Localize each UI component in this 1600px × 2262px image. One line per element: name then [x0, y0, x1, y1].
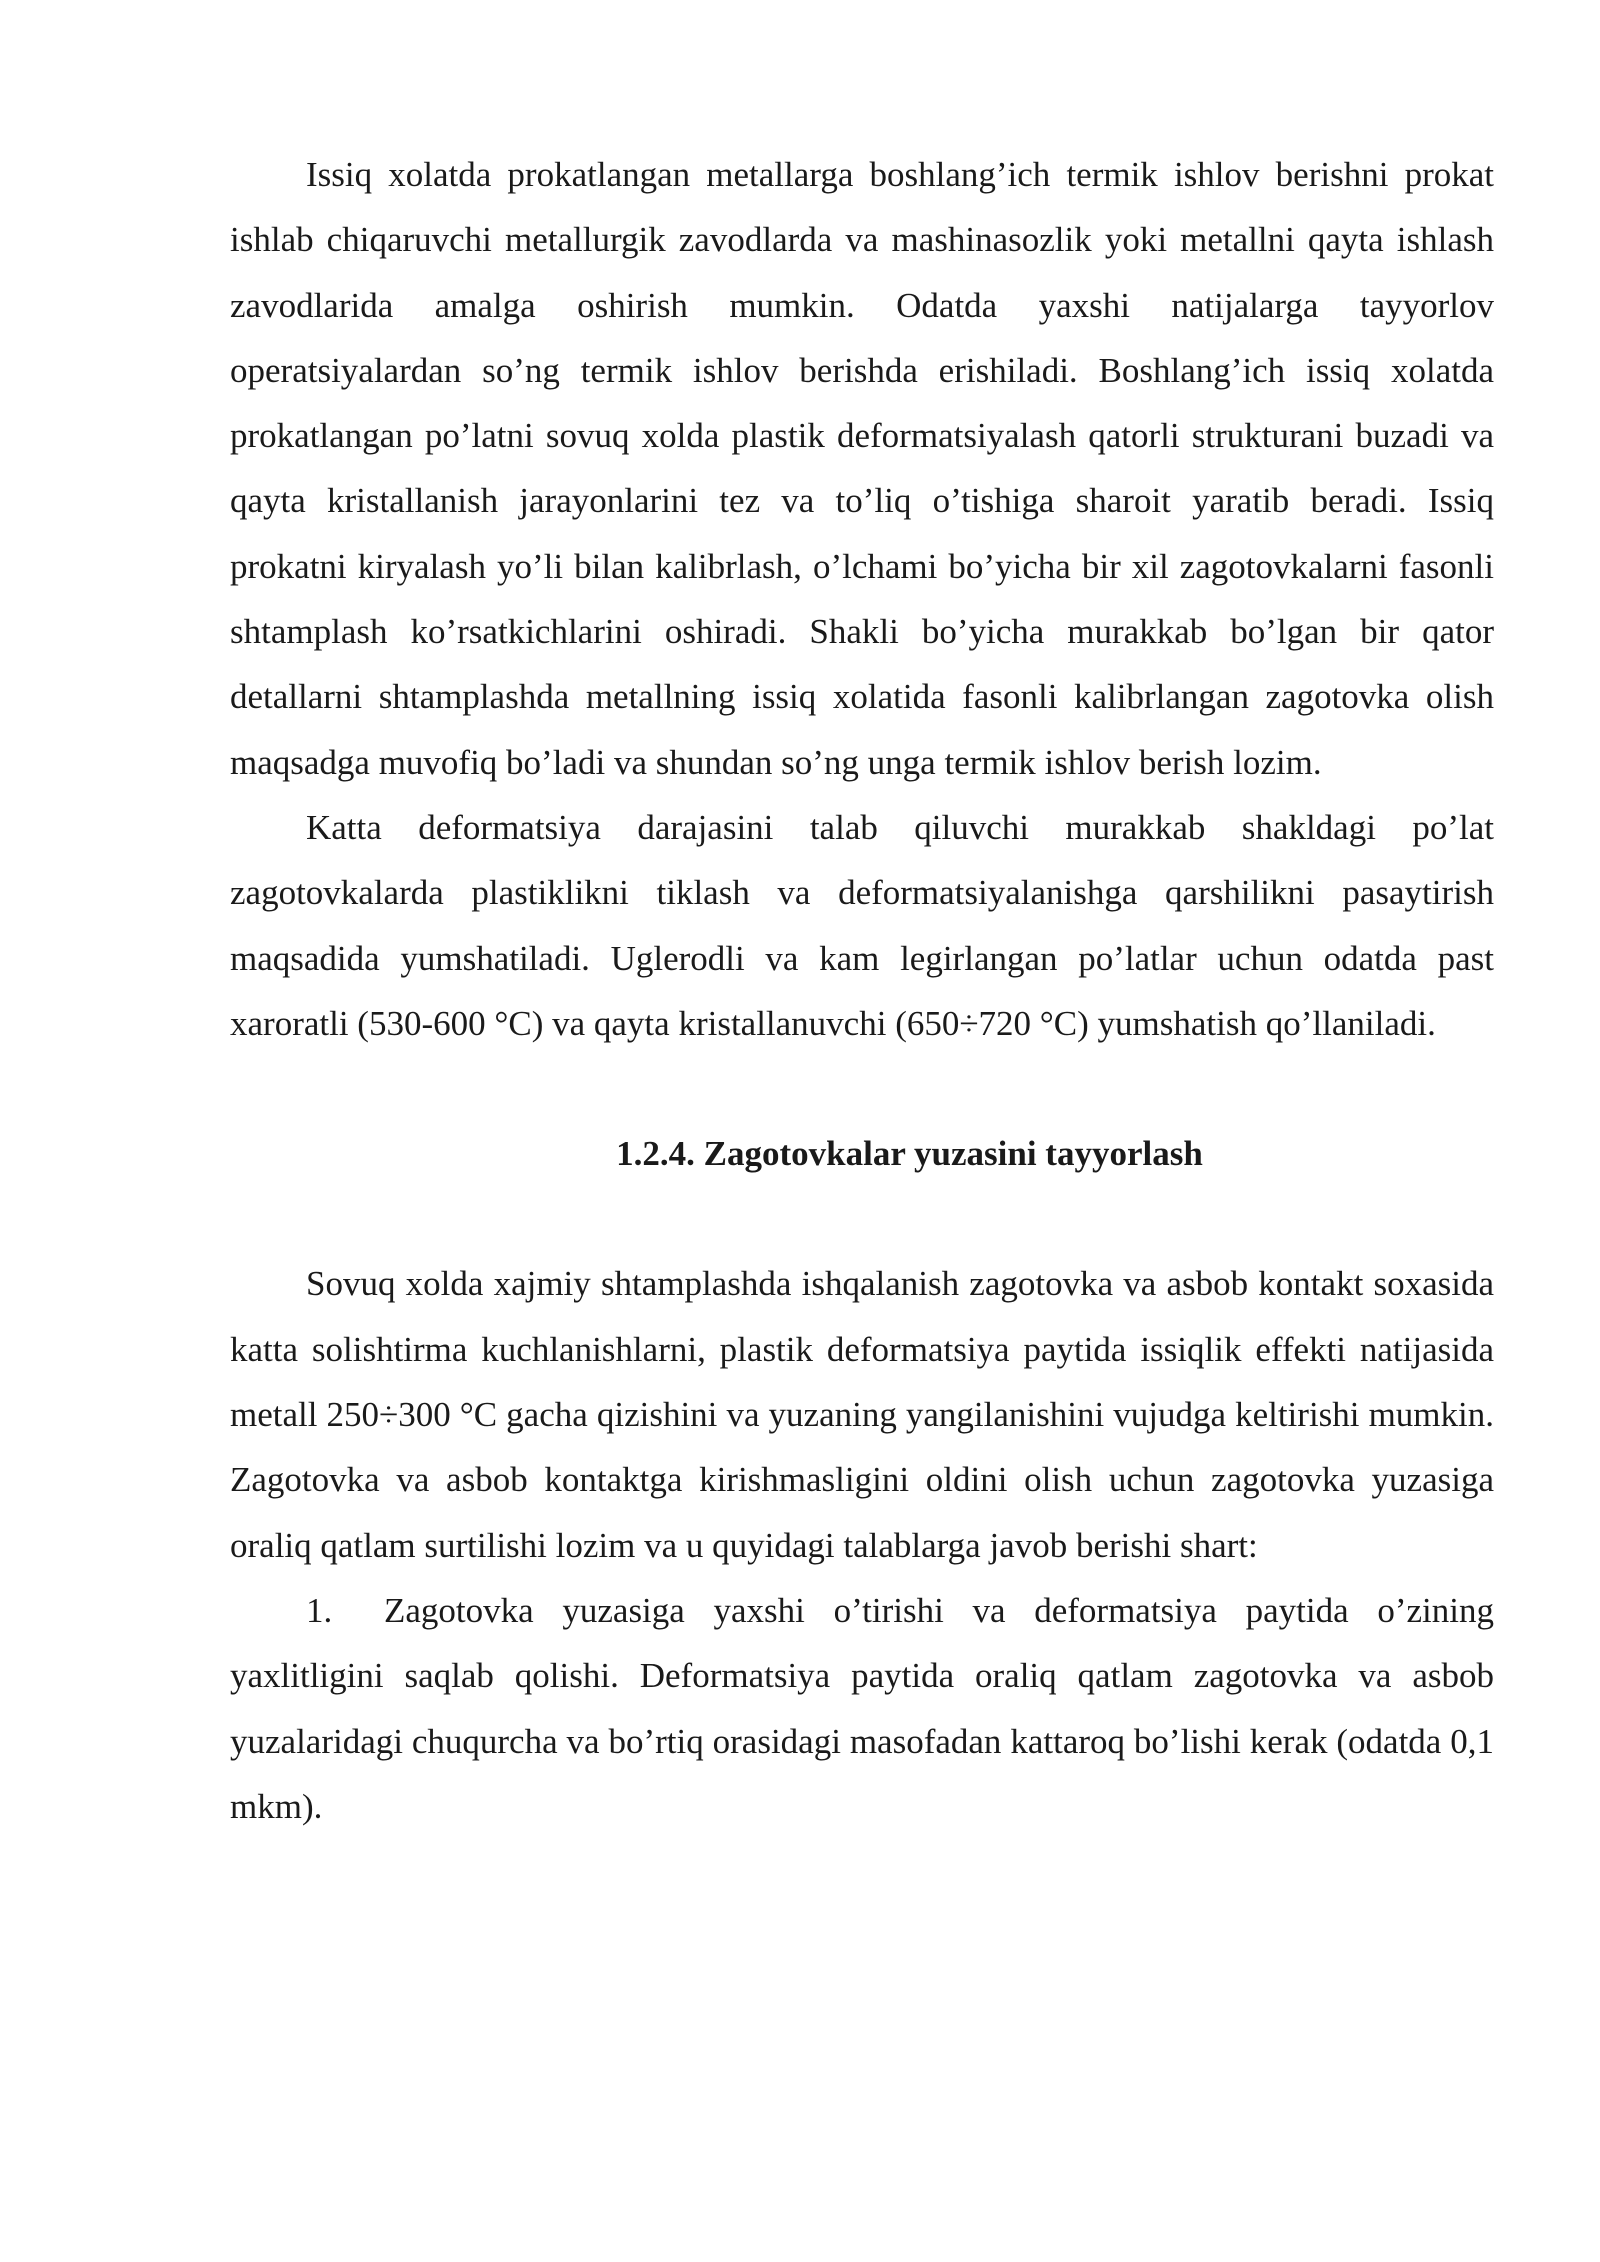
section-heading: 1.2.4. Zagotovkalar yuzasini tayyorlash	[616, 1134, 1203, 1174]
paragraph-hot-rolled-treatment: Issiq xolatda prokatlangan metallarga boshlang’ich termik ishlov berishni prokat ishlab chiqaruvchi metallurgik zavodlarda va mashinasozlik yoki metallni qayta ishlash zavodlarida amalga oshirish mumkin. Odatda yaxshi natijalarga tayyorlov operatsiyalardan so’ng termik ishlov berishda erishiladi. Boshlang’ich issiq xolatda prokatlangan po’latni sovuq xolda plastik deformatsiyalash qatorli strukturani buzadi va qayta kristallanish jarayonlarini tez va to’liq o’tishiga sharoit yaratib beradi. Issiq prokatni kiryalash yo’li bilan kalibrlash, o’lchami bo’yicha bir xil zagotovkalarni fasonli shtamplash ko’rsatkichlarini oshiradi. Shakli bo’yicha murakkab bo’lgan bir qator detallarni shtamplashda metallning issiq xolatida fasonli kalibrlangan zagotovka olish maqsadga muvofiq bo’ladi va shundan so’ng unga termik ishlov berish lozim.	[230, 155, 1494, 782]
list-item	[230, 1578, 1494, 1839]
document-page	[230, 142, 1494, 1839]
list-item-number: 1.	[306, 1590, 333, 1630]
paragraph-cold-forming-friction: Sovuq xolda xajmiy shtamplashda ishqalanish zagotovka va asbob kontakt soxasida katta solishtirma kuchlanishlarni, plastik deformatsiya paytida issiqlik effekti natijasida metall 250÷300 °C gacha qizishini va yuzaning yangilanishini vujudga keltirishi mumkin. Zagotovka va asbob kontaktga kirishmasligini oldini olish uchun zagotovka yuzasiga oraliq qatlam surtilishi lozim va u quyidagi talablarga javob berishi shart:	[230, 1264, 1494, 1565]
paragraph-annealing: Katta deformatsiya darajasini talab qiluvchi murakkab shakldagi po’lat zagotovkalarda plastiklikni tiklash va deformatsiyalanishga qarshilikni pasaytirish maqsadida yumshatiladi. Uglerodli va kam legirlangan po’latlar uchun odatda past xaroratli (530-600 °C) va qayta kristallanuvchi (650÷720 °C) yumshatish qo’llaniladi.	[230, 807, 1494, 1043]
list-item-text: Zagotovka yuzasiga yaxshi o’tirishi va deformatsiya paytida o’zining yaxlitligini saqlab qolishi. Deformatsiya paytida oraliq qatlam zagotovka va asbob yuzalaridagi chuqurcha va bo’rtiq orasidagi masofadan kattaroq bo’lishi kerak (odatda 0,1 mkm).	[230, 1590, 1494, 1826]
